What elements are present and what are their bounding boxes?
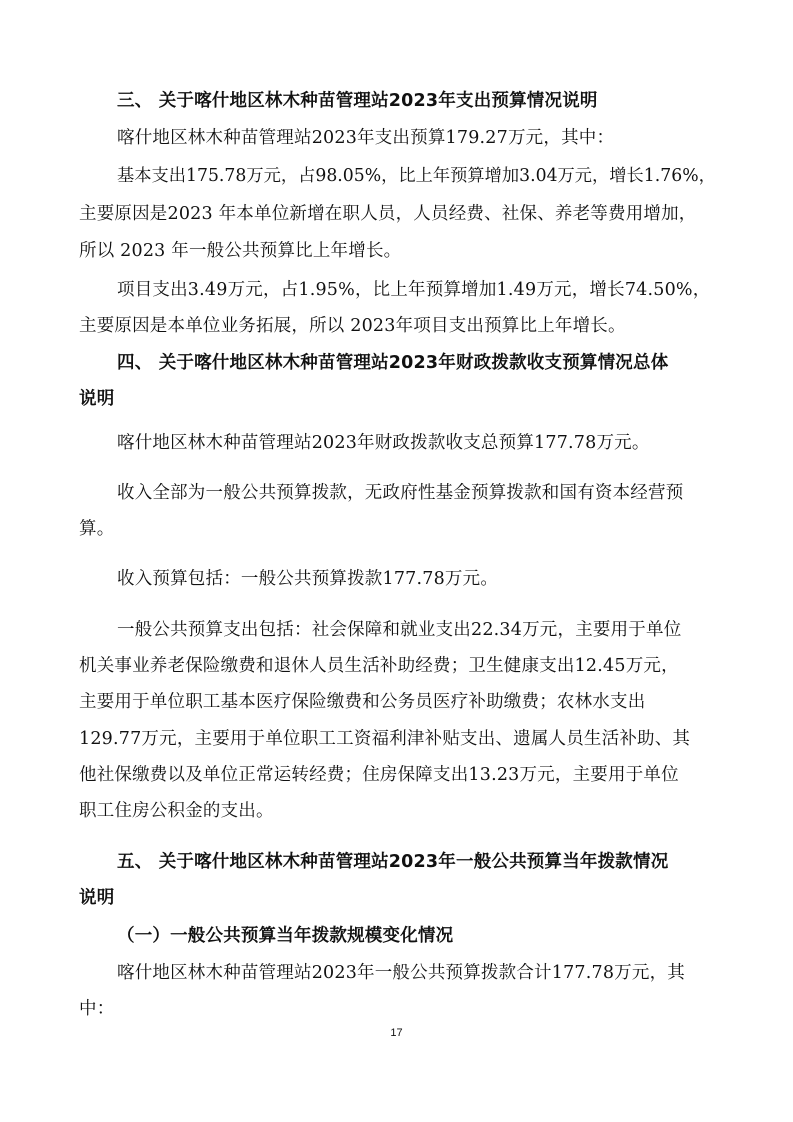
section-3-paragraph: 基本支出175.78万元，占98.05%，比上年预算增加3.04万元，增长1.76%，: [117, 166, 716, 186]
section-5-heading: 说明: [79, 888, 115, 908]
section-3-paragraph: 主要原因是2023 年本单位新增在职人员，人员经费、社保、养老等费用增加，: [79, 204, 697, 224]
section-5-subheading: （一）一般公共预算当年拨款规模变化情况: [117, 926, 454, 946]
section-4-paragraph: 129.77万元，主要用于单位职工工资福利津补贴支出、遗属人员生活补助、其: [79, 729, 691, 749]
section-4-heading: 四、 关于喀什地区林木种苗管理站2023年财政拨款收支预算情况总体: [117, 353, 669, 373]
section-4-paragraph: 算。: [79, 519, 115, 539]
section-4-paragraph: 喀什地区林木种苗管理站2023年财政拨款收支总预算177.78万元。: [117, 433, 650, 453]
section-4-paragraph: 机关事业养老保险缴费和退休人员生活补助经费；卫生健康支出12.45万元，: [79, 656, 679, 676]
section-4-paragraph: 职工住房公积金的支出。: [79, 801, 274, 821]
section-5-paragraph: 喀什地区林木种苗管理站2023年一般公共预算拨款合计177.78万元，其: [117, 963, 685, 983]
section-4-paragraph: 他社保缴费以及单位正常运转经费；住房保障支出13.23万元，主要用于单位: [79, 765, 679, 785]
section-3-paragraph: 所以 2023 年一般公共预算比上年增长。: [79, 241, 402, 261]
section-4-paragraph: 收入全部为一般公共预算拨款，无政府性基金预算拨款和国有资本经营预: [117, 483, 684, 503]
section-5-heading: 五、 关于喀什地区林木种苗管理站2023年一般公共预算当年拨款情况: [117, 852, 669, 872]
section-4-paragraph: 一般公共预算支出包括：社会保障和就业支出22.34万元，主要用于单位: [117, 620, 682, 640]
section-3-paragraph: 项目支出3.49万元，占1.95%，比上年预算增加1.49万元，增长74.50%，: [117, 280, 711, 300]
section-3-paragraph: 主要原因是本单位业务拓展，所以 2023年项目支出预算比上年增长。: [79, 316, 626, 336]
page-number: 17: [390, 1027, 403, 1039]
section-4-heading: 说明: [79, 389, 115, 409]
section-4-paragraph: 收入预算包括：一般公共预算拨款177.78万元。: [117, 569, 499, 589]
section-3-paragraph: 喀什地区林木种苗管理站2023年支出预算179.27万元，其中：: [117, 128, 615, 148]
section-4-paragraph: 主要用于单位职工基本医疗保险缴费和公务员医疗补助缴费；农林水支出: [79, 692, 646, 712]
section-5-paragraph: 中：: [79, 999, 115, 1019]
section-3-heading: 三、 关于喀什地区林木种苗管理站2023年支出预算情况说明: [117, 91, 598, 111]
